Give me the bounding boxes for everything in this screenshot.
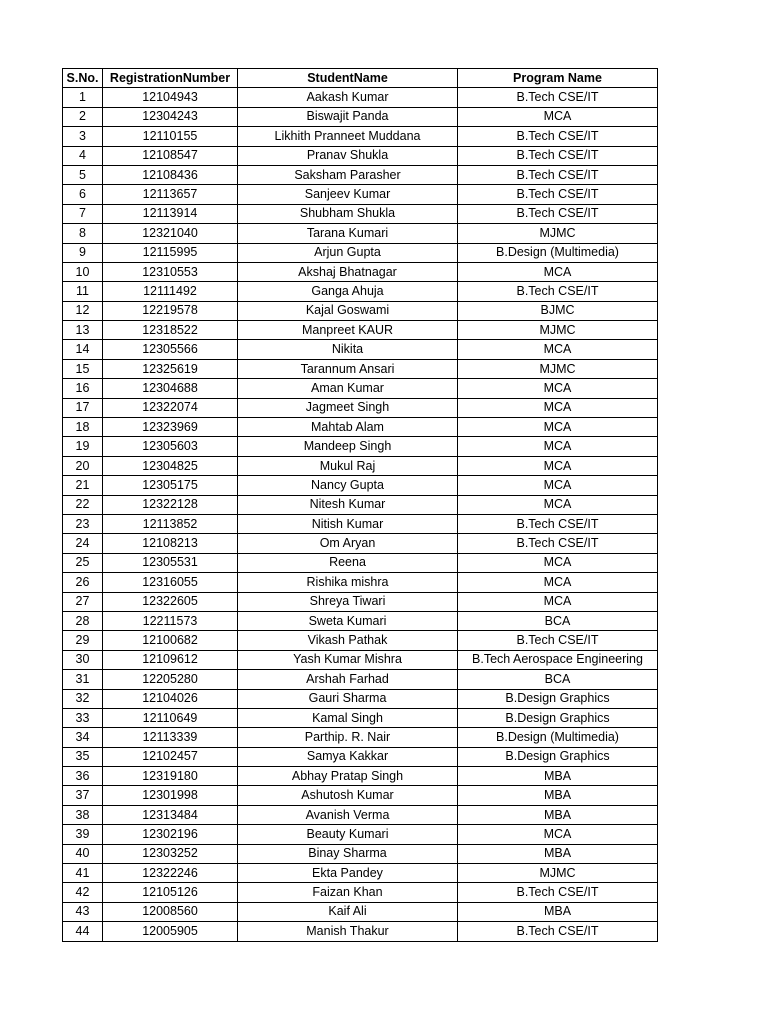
cell-program-name: MCA bbox=[458, 476, 658, 495]
cell-sno: 28 bbox=[63, 611, 103, 630]
cell-registration-number: 12305566 bbox=[103, 340, 238, 359]
cell-student-name: Sanjeev Kumar bbox=[238, 185, 458, 204]
cell-student-name: Shubham Shukla bbox=[238, 204, 458, 223]
cell-sno: 6 bbox=[63, 185, 103, 204]
cell-student-name: Kajal Goswami bbox=[238, 301, 458, 320]
cell-student-name: Biswajit Panda bbox=[238, 107, 458, 126]
table-row bbox=[63, 146, 658, 165]
cell-student-name: Vikash Pathak bbox=[238, 631, 458, 650]
cell-student-name: Gauri Sharma bbox=[238, 689, 458, 708]
table-row bbox=[63, 262, 658, 281]
cell-registration-number: 12322074 bbox=[103, 398, 238, 417]
cell-registration-number: 12100682 bbox=[103, 631, 238, 650]
cell-sno: 17 bbox=[63, 398, 103, 417]
cell-program-name: B.Design Graphics bbox=[458, 747, 658, 766]
cell-student-name: Mandeep Singh bbox=[238, 437, 458, 456]
cell-registration-number: 12301998 bbox=[103, 786, 238, 805]
cell-registration-number: 12102457 bbox=[103, 747, 238, 766]
cell-sno: 1 bbox=[63, 88, 103, 107]
cell-program-name: MCA bbox=[458, 340, 658, 359]
cell-student-name: Tarannum Ansari bbox=[238, 359, 458, 378]
cell-program-name: MBA bbox=[458, 767, 658, 786]
cell-student-name: Faizan Khan bbox=[238, 883, 458, 902]
cell-registration-number: 12211573 bbox=[103, 611, 238, 630]
table-row bbox=[63, 767, 658, 786]
cell-sno: 12 bbox=[63, 301, 103, 320]
cell-registration-number: 12108436 bbox=[103, 165, 238, 184]
cell-registration-number: 12305175 bbox=[103, 476, 238, 495]
table-row bbox=[63, 495, 658, 514]
cell-sno: 7 bbox=[63, 204, 103, 223]
cell-sno: 4 bbox=[63, 146, 103, 165]
cell-registration-number: 12104943 bbox=[103, 88, 238, 107]
table-row bbox=[63, 747, 658, 766]
cell-registration-number: 12205280 bbox=[103, 670, 238, 689]
table-row bbox=[63, 514, 658, 533]
cell-program-name: MCA bbox=[458, 379, 658, 398]
student-table bbox=[62, 68, 658, 942]
cell-student-name: Ashutosh Kumar bbox=[238, 786, 458, 805]
cell-sno: 18 bbox=[63, 418, 103, 437]
cell-program-name: MBA bbox=[458, 844, 658, 863]
cell-student-name: Likhith Pranneet Muddana bbox=[238, 127, 458, 146]
cell-sno: 32 bbox=[63, 689, 103, 708]
cell-registration-number: 12304243 bbox=[103, 107, 238, 126]
cell-student-name: Nikita bbox=[238, 340, 458, 359]
cell-student-name: Nitesh Kumar bbox=[238, 495, 458, 514]
cell-program-name: MCA bbox=[458, 437, 658, 456]
table-row bbox=[63, 922, 658, 941]
cell-sno: 27 bbox=[63, 592, 103, 611]
cell-registration-number: 12113852 bbox=[103, 514, 238, 533]
cell-student-name: Kaif Ali bbox=[238, 902, 458, 921]
cell-registration-number: 12219578 bbox=[103, 301, 238, 320]
cell-program-name: B.Tech CSE/IT bbox=[458, 204, 658, 223]
cell-program-name: B.Tech CSE/IT bbox=[458, 88, 658, 107]
cell-program-name: MCA bbox=[458, 495, 658, 514]
cell-registration-number: 12108213 bbox=[103, 534, 238, 553]
table-row bbox=[63, 165, 658, 184]
table-row bbox=[63, 573, 658, 592]
cell-student-name: Yash Kumar Mishra bbox=[238, 650, 458, 669]
table-row bbox=[63, 88, 658, 107]
cell-sno: 33 bbox=[63, 708, 103, 727]
cell-registration-number: 12310553 bbox=[103, 262, 238, 281]
table-row bbox=[63, 185, 658, 204]
cell-program-name: B.Design (Multimedia) bbox=[458, 243, 658, 262]
cell-program-name: MJMC bbox=[458, 864, 658, 883]
cell-sno: 40 bbox=[63, 844, 103, 863]
cell-sno: 20 bbox=[63, 456, 103, 475]
cell-student-name: Arjun Gupta bbox=[238, 243, 458, 262]
table-row bbox=[63, 340, 658, 359]
cell-program-name: MCA bbox=[458, 592, 658, 611]
cell-program-name: MCA bbox=[458, 825, 658, 844]
table-body bbox=[63, 88, 658, 941]
cell-sno: 10 bbox=[63, 262, 103, 281]
table-row bbox=[63, 243, 658, 262]
cell-student-name: Ganga Ahuja bbox=[238, 282, 458, 301]
table-row bbox=[63, 592, 658, 611]
cell-program-name: MCA bbox=[458, 418, 658, 437]
cell-student-name: Manish Thakur bbox=[238, 922, 458, 941]
cell-sno: 38 bbox=[63, 805, 103, 824]
cell-program-name: B.Tech CSE/IT bbox=[458, 631, 658, 650]
cell-program-name: B.Design (Multimedia) bbox=[458, 728, 658, 747]
cell-sno: 39 bbox=[63, 825, 103, 844]
cell-student-name: Beauty Kumari bbox=[238, 825, 458, 844]
cell-registration-number: 12113339 bbox=[103, 728, 238, 747]
cell-student-name: Jagmeet Singh bbox=[238, 398, 458, 417]
cell-program-name: MCA bbox=[458, 398, 658, 417]
cell-program-name: MCA bbox=[458, 573, 658, 592]
cell-student-name: Pranav Shukla bbox=[238, 146, 458, 165]
table-row bbox=[63, 379, 658, 398]
cell-program-name: MCA bbox=[458, 553, 658, 572]
cell-sno: 30 bbox=[63, 650, 103, 669]
table-row bbox=[63, 204, 658, 223]
cell-program-name: B.Tech CSE/IT bbox=[458, 282, 658, 301]
cell-program-name: BJMC bbox=[458, 301, 658, 320]
cell-sno: 15 bbox=[63, 359, 103, 378]
cell-sno: 42 bbox=[63, 883, 103, 902]
cell-program-name: B.Tech CSE/IT bbox=[458, 534, 658, 553]
cell-student-name: Kamal Singh bbox=[238, 708, 458, 727]
table-row bbox=[63, 902, 658, 921]
cell-student-name: Avanish Verma bbox=[238, 805, 458, 824]
cell-student-name: Ekta Pandey bbox=[238, 864, 458, 883]
cell-program-name: MCA bbox=[458, 107, 658, 126]
cell-sno: 5 bbox=[63, 165, 103, 184]
cell-student-name: Akshaj Bhatnagar bbox=[238, 262, 458, 281]
cell-sno: 22 bbox=[63, 495, 103, 514]
cell-student-name: Abhay Pratap Singh bbox=[238, 767, 458, 786]
table-row bbox=[63, 476, 658, 495]
cell-registration-number: 12325619 bbox=[103, 359, 238, 378]
table-row bbox=[63, 437, 658, 456]
cell-student-name: Om Aryan bbox=[238, 534, 458, 553]
cell-sno: 21 bbox=[63, 476, 103, 495]
cell-student-name: Nitish Kumar bbox=[238, 514, 458, 533]
cell-program-name: MJMC bbox=[458, 359, 658, 378]
cell-student-name: Nancy Gupta bbox=[238, 476, 458, 495]
table-row bbox=[63, 689, 658, 708]
cell-student-name: Saksham Parasher bbox=[238, 165, 458, 184]
cell-student-name: Arshah Farhad bbox=[238, 670, 458, 689]
table-row bbox=[63, 631, 658, 650]
header-row bbox=[63, 69, 658, 88]
table-row bbox=[63, 728, 658, 747]
cell-sno: 36 bbox=[63, 767, 103, 786]
cell-registration-number: 12322128 bbox=[103, 495, 238, 514]
header-student-name: StudentName bbox=[238, 69, 458, 88]
cell-program-name: MBA bbox=[458, 786, 658, 805]
cell-program-name: B.Tech CSE/IT bbox=[458, 127, 658, 146]
cell-registration-number: 12304688 bbox=[103, 379, 238, 398]
cell-sno: 29 bbox=[63, 631, 103, 650]
cell-registration-number: 12115995 bbox=[103, 243, 238, 262]
cell-registration-number: 12111492 bbox=[103, 282, 238, 301]
cell-registration-number: 12110155 bbox=[103, 127, 238, 146]
cell-sno: 24 bbox=[63, 534, 103, 553]
cell-program-name: B.Tech CSE/IT bbox=[458, 146, 658, 165]
cell-sno: 35 bbox=[63, 747, 103, 766]
cell-sno: 41 bbox=[63, 864, 103, 883]
cell-sno: 14 bbox=[63, 340, 103, 359]
cell-registration-number: 12319180 bbox=[103, 767, 238, 786]
header-registration-number: RegistrationNumber bbox=[103, 69, 238, 88]
cell-program-name: MCA bbox=[458, 262, 658, 281]
table-row bbox=[63, 844, 658, 863]
cell-registration-number: 12313484 bbox=[103, 805, 238, 824]
cell-registration-number: 12322246 bbox=[103, 864, 238, 883]
cell-sno: 16 bbox=[63, 379, 103, 398]
cell-program-name: MBA bbox=[458, 805, 658, 824]
table-row bbox=[63, 650, 658, 669]
cell-registration-number: 12005905 bbox=[103, 922, 238, 941]
table-row bbox=[63, 864, 658, 883]
table-row bbox=[63, 553, 658, 572]
cell-student-name: Binay Sharma bbox=[238, 844, 458, 863]
table-row bbox=[63, 418, 658, 437]
cell-sno: 37 bbox=[63, 786, 103, 805]
cell-student-name: Manpreet KAUR bbox=[238, 321, 458, 340]
table-row bbox=[63, 107, 658, 126]
cell-sno: 44 bbox=[63, 922, 103, 941]
cell-student-name: Aakash Kumar bbox=[238, 88, 458, 107]
table-row bbox=[63, 611, 658, 630]
table-row bbox=[63, 127, 658, 146]
header-sno: S.No. bbox=[63, 69, 103, 88]
cell-registration-number: 12109612 bbox=[103, 650, 238, 669]
cell-sno: 9 bbox=[63, 243, 103, 262]
cell-program-name: B.Tech CSE/IT bbox=[458, 883, 658, 902]
cell-registration-number: 12322605 bbox=[103, 592, 238, 611]
cell-registration-number: 12113657 bbox=[103, 185, 238, 204]
table-row bbox=[63, 359, 658, 378]
cell-registration-number: 12304825 bbox=[103, 456, 238, 475]
cell-sno: 25 bbox=[63, 553, 103, 572]
table-row bbox=[63, 224, 658, 243]
cell-registration-number: 12323969 bbox=[103, 418, 238, 437]
cell-registration-number: 12318522 bbox=[103, 321, 238, 340]
table-row bbox=[63, 282, 658, 301]
table-row bbox=[63, 301, 658, 320]
cell-student-name: Mahtab Alam bbox=[238, 418, 458, 437]
cell-registration-number: 12305531 bbox=[103, 553, 238, 572]
table-row bbox=[63, 321, 658, 340]
cell-sno: 13 bbox=[63, 321, 103, 340]
cell-program-name: B.Design Graphics bbox=[458, 708, 658, 727]
cell-registration-number: 12108547 bbox=[103, 146, 238, 165]
cell-student-name: Samya Kakkar bbox=[238, 747, 458, 766]
cell-program-name: B.Tech CSE/IT bbox=[458, 922, 658, 941]
table-row bbox=[63, 670, 658, 689]
cell-registration-number: 12316055 bbox=[103, 573, 238, 592]
cell-sno: 19 bbox=[63, 437, 103, 456]
table-row bbox=[63, 534, 658, 553]
cell-program-name: B.Tech CSE/IT bbox=[458, 514, 658, 533]
cell-registration-number: 12110649 bbox=[103, 708, 238, 727]
cell-sno: 34 bbox=[63, 728, 103, 747]
cell-student-name: Mukul Raj bbox=[238, 456, 458, 475]
cell-program-name: MCA bbox=[458, 456, 658, 475]
header-program-name: Program Name bbox=[458, 69, 658, 88]
cell-sno: 3 bbox=[63, 127, 103, 146]
cell-registration-number: 12105126 bbox=[103, 883, 238, 902]
cell-student-name: Aman Kumar bbox=[238, 379, 458, 398]
cell-sno: 23 bbox=[63, 514, 103, 533]
cell-program-name: BCA bbox=[458, 611, 658, 630]
table-row bbox=[63, 708, 658, 727]
cell-registration-number: 12305603 bbox=[103, 437, 238, 456]
cell-student-name: Tarana Kumari bbox=[238, 224, 458, 243]
cell-registration-number: 12321040 bbox=[103, 224, 238, 243]
cell-student-name: Rishika mishra bbox=[238, 573, 458, 592]
cell-sno: 8 bbox=[63, 224, 103, 243]
table-row bbox=[63, 805, 658, 824]
cell-program-name: MJMC bbox=[458, 321, 658, 340]
table-row bbox=[63, 456, 658, 475]
cell-student-name: Sweta Kumari bbox=[238, 611, 458, 630]
cell-student-name: Shreya Tiwari bbox=[238, 592, 458, 611]
table-row bbox=[63, 786, 658, 805]
table-row bbox=[63, 883, 658, 902]
cell-registration-number: 12302196 bbox=[103, 825, 238, 844]
cell-program-name: B.Tech CSE/IT bbox=[458, 165, 658, 184]
cell-sno: 2 bbox=[63, 107, 103, 126]
cell-program-name: B.Tech Aerospace Engineering bbox=[458, 650, 658, 669]
cell-sno: 26 bbox=[63, 573, 103, 592]
cell-program-name: B.Tech CSE/IT bbox=[458, 185, 658, 204]
cell-sno: 31 bbox=[63, 670, 103, 689]
cell-program-name: MJMC bbox=[458, 224, 658, 243]
cell-registration-number: 12008560 bbox=[103, 902, 238, 921]
cell-sno: 11 bbox=[63, 282, 103, 301]
cell-sno: 43 bbox=[63, 902, 103, 921]
table-row bbox=[63, 398, 658, 417]
table-row bbox=[63, 825, 658, 844]
cell-program-name: BCA bbox=[458, 670, 658, 689]
table-header bbox=[63, 69, 658, 88]
cell-program-name: MBA bbox=[458, 902, 658, 921]
cell-program-name: B.Design Graphics bbox=[458, 689, 658, 708]
cell-student-name: Parthip. R. Nair bbox=[238, 728, 458, 747]
cell-registration-number: 12303252 bbox=[103, 844, 238, 863]
cell-registration-number: 12113914 bbox=[103, 204, 238, 223]
cell-student-name: Reena bbox=[238, 553, 458, 572]
cell-registration-number: 12104026 bbox=[103, 689, 238, 708]
